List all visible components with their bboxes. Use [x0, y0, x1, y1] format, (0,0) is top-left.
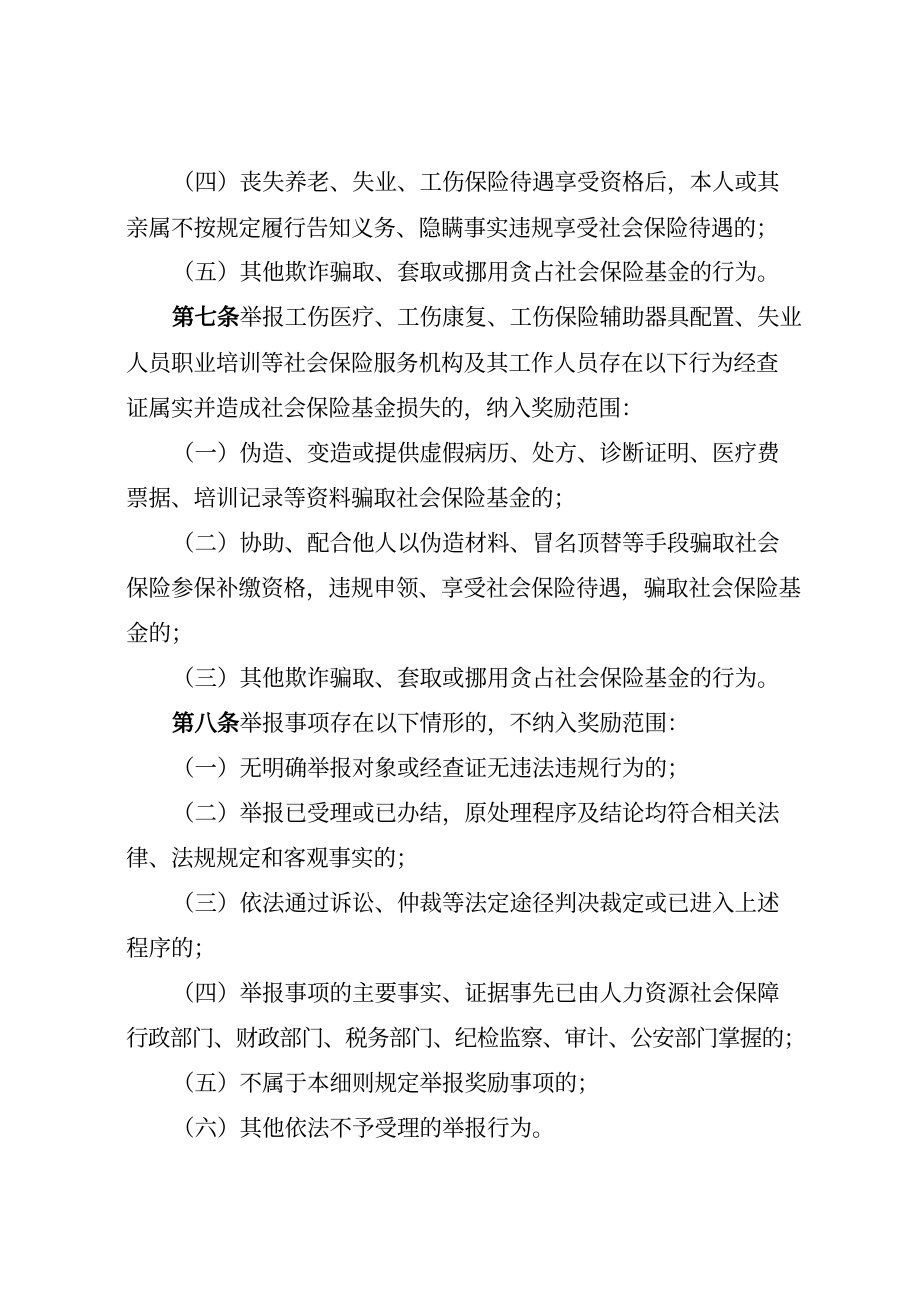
text-line: 票据、培训记录等资料骗取社会保险基金的；	[126, 486, 577, 512]
article-8-line	[172, 704, 690, 744]
article-text: 举报工伤医疗、工伤康复、工伤保险辅助器具配置、失业	[239, 305, 803, 331]
article-heading: 第八条	[172, 711, 240, 737]
text-line: 金的；	[126, 621, 194, 647]
article-heading: 第七条	[172, 305, 240, 331]
text-line: （一）无明确举报对象或经查证无违法违规行为的；	[172, 756, 690, 782]
text-line: 亲属不按规定履行告知义务、隐瞒事实违规享受社会保险待遇的；	[126, 216, 779, 242]
text-line: 人员职业培训等社会保险服务机构及其工作人员存在以下行为经查	[126, 351, 779, 377]
text-line: 保险参保补缴资格，违规申领、享受社会保险待遇，骗取社会保险基	[126, 576, 802, 602]
text-line: （三）依法通过诉讼、仲裁等法定途径判决裁定或已进入上述	[172, 891, 780, 917]
text-line: （六）其他依法不予受理的举报行为。	[172, 1116, 555, 1142]
article-text: 举报事项存在以下情形的，不纳入奖励范围：	[239, 711, 690, 737]
text-line: 行政部门、财政部门、税务部门、纪检监察、审计、公安部门掌握的；	[126, 1026, 806, 1052]
text-line: （四）丧失养老、失业、工伤保险待遇享受资格后，本人或其	[172, 170, 780, 196]
text-line: （四）举报事项的主要事实、证据事先已由人力资源社会保障	[172, 981, 780, 1007]
text-line: （五）不属于本细则规定举报奖励事项的；	[172, 1071, 600, 1097]
text-line: （三）其他欺诈骗取、套取或挪用贪占社会保险基金的行为。	[172, 666, 780, 692]
text-line: 证属实并造成社会保险基金损失的，纳入奖励范围：	[126, 396, 644, 422]
text-line: 程序的；	[126, 936, 217, 962]
text-line: 律、法规规定和客观事实的；	[126, 846, 419, 872]
text-line: （一）伪造、变造或提供虚假病历、处方、诊断证明、医疗费	[172, 441, 780, 467]
text-line: （二）协助、配合他人以伪造材料、冒名顶替等手段骗取社会	[172, 531, 780, 557]
text-line: （五）其他欺诈骗取、套取或挪用贪占社会保险基金的行为。	[172, 260, 780, 286]
text-line: （二）举报已受理或已办结，原处理程序及结论均符合相关法	[172, 801, 780, 827]
article-7-line	[172, 298, 802, 338]
